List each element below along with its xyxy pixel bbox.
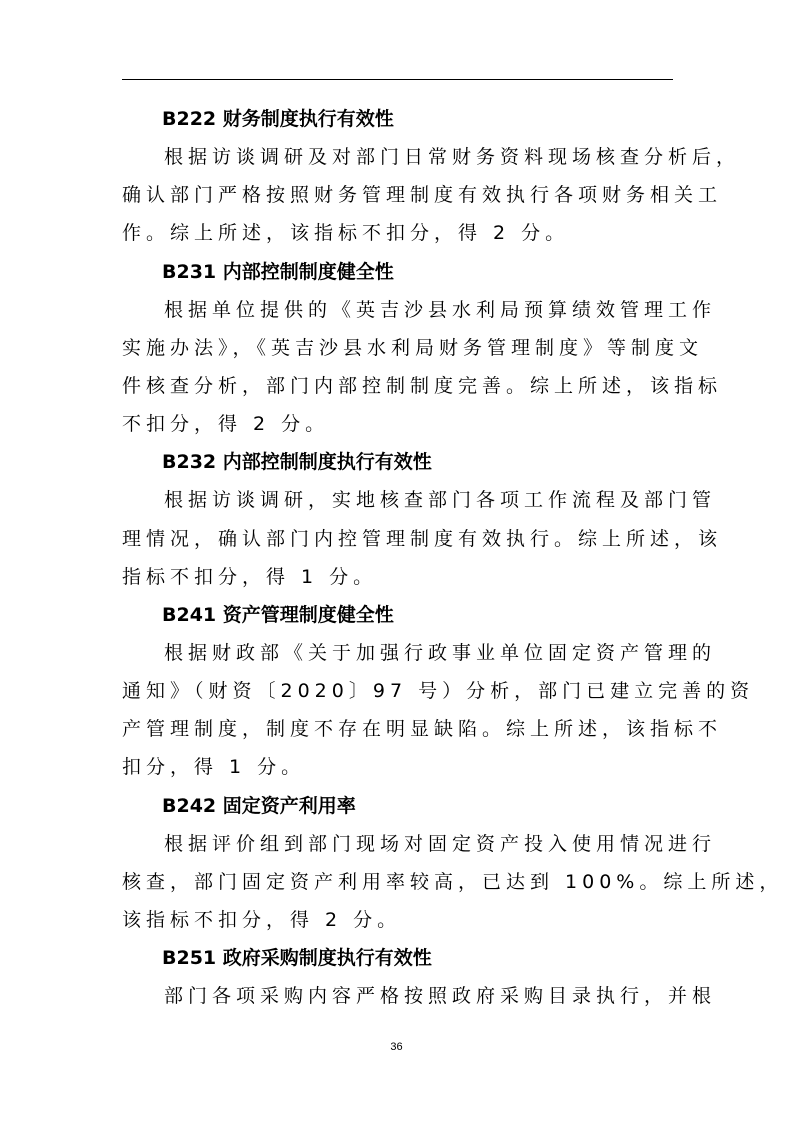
- section-paragraph-b251: [122, 977, 717, 1015]
- paragraph-line: 件核查分析，部门内部控制制度完善。综上所述，该指标: [122, 374, 723, 397]
- page-body: [122, 100, 784, 1015]
- section-paragraph-b241: [122, 634, 755, 787]
- paragraph-line: 核查，部门固定资产利用率较高，已达到 100%。综上所述，: [122, 870, 784, 893]
- paragraph-line: 产管理制度，制度不存在明显缺陷。综上所述，该指标不: [122, 718, 723, 741]
- paragraph-line: 不扣分，得 2 分。: [122, 413, 330, 436]
- paragraph-line: 根据评价组到部门现场对固定资产投入使用情况进行: [164, 832, 717, 855]
- paragraph-line: 该指标不扣分，得 2 分。: [122, 909, 402, 931]
- paragraph-line: 通知》（财资〔2020〕97 号）分析，部门已建立完善的资: [122, 680, 755, 703]
- header-rule: [122, 79, 673, 80]
- section-heading-b242: B242 固定资产利用率: [162, 794, 356, 817]
- section-paragraph-b222: [122, 138, 741, 253]
- paragraph-line: 根据访谈调研，实地核查部门各项工作流程及部门管: [164, 489, 717, 512]
- paragraph-line: 扣分，得 1 分。: [122, 756, 306, 779]
- paragraph-line: 根据访谈调研及对部门日常财务资料现场核查分析后，: [164, 146, 741, 168]
- paragraph-line: 指标不扣分，得 1 分。: [122, 565, 378, 588]
- section-paragraph-b242: [122, 825, 784, 940]
- paragraph-line: 部门各项采购内容严格按照政府采购目录执行，并根: [164, 985, 717, 1008]
- paragraph-line: 作。综上所述，该指标不扣分，得 2 分。: [122, 222, 570, 245]
- section-heading-b232: B232 内部控制制度执行有效性: [162, 451, 432, 474]
- section-heading-b231: B231 内部控制制度健全性: [162, 260, 394, 283]
- paragraph-line: 实施办法》，《英吉沙县水利局财务管理制度》等制度文: [122, 336, 704, 359]
- section-paragraph-b232: [122, 481, 723, 596]
- section-paragraph-b231: [122, 291, 723, 444]
- paragraph-line: 理情况，确认部门内控管理制度有效执行。综上所述，该: [122, 527, 723, 550]
- paragraph-line: 根据单位提供的《英吉沙县水利局预算绩效管理工作: [164, 298, 717, 321]
- section-heading-b241: B241 资产管理制度健全性: [162, 603, 394, 626]
- paragraph-line: 根据财政部《关于加强行政事业单位固定资产管理的: [164, 641, 717, 664]
- page-number: 36: [390, 1041, 403, 1053]
- section-heading-b222: B222 财务制度执行有效性: [162, 108, 394, 130]
- paragraph-line: 确认部门严格按照财务管理制度有效执行各项财务相关工: [122, 184, 723, 207]
- section-heading-b251: B251 政府采购制度执行有效性: [162, 947, 432, 970]
